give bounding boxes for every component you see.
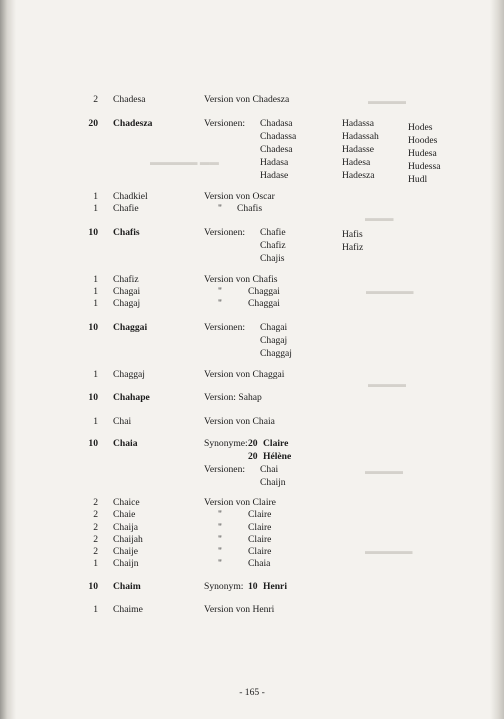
entry-count: 1 [93, 369, 98, 380]
entry-name: Chahape [113, 392, 150, 403]
bleed-through: ▬▬▬ [365, 214, 394, 224]
version-name: Chadesa [260, 144, 293, 155]
entry-count: 1 [93, 416, 98, 427]
entry-count: 1 [93, 191, 98, 202]
entry-name: Chaija [113, 522, 139, 533]
entry-name: Chafis [113, 227, 140, 238]
entry-reference: Chaggai [248, 298, 280, 309]
version-name: Hadassah [342, 131, 379, 142]
version-name: Chadasa [260, 118, 293, 129]
entry-name: Chaime [113, 604, 143, 615]
versions-label: Versionen: [204, 227, 246, 238]
entry-count: 1 [93, 558, 98, 569]
synonym-count: 20 [248, 451, 258, 462]
entry-count: 10 [88, 322, 98, 333]
entry-name: Chafiz [113, 274, 139, 285]
version-name: Hadesa [342, 157, 371, 168]
version-name: Chaijn [260, 477, 286, 488]
entry-name: Chaije [113, 546, 139, 557]
entry-name: Chaia [113, 438, 138, 449]
ditto-mark: " [218, 522, 222, 533]
version-name: Chai [260, 464, 279, 475]
synonyms-label: Synonyme: [204, 438, 248, 449]
entry-name: Chaijn [113, 558, 139, 569]
entry-name: Chadkiel [113, 191, 148, 202]
entry-name: Chaice [113, 497, 140, 508]
version-name: Hafiz [342, 242, 364, 253]
version-name: Hadasse [342, 144, 374, 155]
version-name: Chafie [260, 227, 286, 238]
synonym-name: Hélène [263, 451, 292, 462]
version-name: Chadassa [260, 131, 297, 142]
synonym-count: 20 [248, 438, 258, 449]
entry-reference: Claire [248, 534, 272, 545]
bleed-through: ▬▬▬▬▬ ▬▬ [150, 158, 219, 168]
ditto-mark: " [218, 298, 222, 309]
bleed-through: ▬▬▬▬ [365, 467, 403, 477]
ditto-mark: " [218, 286, 222, 297]
version-name: Hafis [342, 229, 363, 240]
entry-count: 2 [93, 546, 98, 557]
entry-count: 10 [88, 581, 98, 592]
page-edge [490, 0, 504, 719]
bleed-through: ▬▬▬▬▬ [365, 547, 413, 557]
synonym-name: Claire [263, 438, 289, 449]
entry-reference: Chaia [248, 558, 271, 569]
entry-reference: Claire [248, 509, 272, 520]
versions-label: Versionen: [204, 464, 246, 475]
entry-count: 1 [93, 604, 98, 615]
entry-name: Chaie [113, 509, 136, 520]
version-name: Hadassa [342, 118, 374, 129]
version-name: Hudesa [408, 148, 437, 159]
entry-description: Version von Henri [204, 604, 275, 615]
entry-reference: Claire [248, 546, 272, 557]
entry-count: 20 [88, 118, 98, 129]
versions-label: Versionen: [204, 118, 246, 129]
entry-name: Chai [113, 416, 132, 427]
entry-count: 2 [93, 522, 98, 533]
versions-label: Versionen: [204, 322, 246, 333]
entry-name: Chagaj [113, 298, 141, 309]
entry-count: 1 [93, 274, 98, 285]
entry-reference: Chaggai [248, 286, 280, 297]
entry-name: Chadesza [113, 118, 153, 129]
entry-count: 1 [93, 298, 98, 309]
synonym-name: Henri [263, 581, 287, 592]
version-name: Hadasa [260, 157, 289, 168]
entry-count: 2 [93, 94, 98, 105]
version-name: Hoodes [408, 135, 438, 146]
ditto-mark: " [218, 546, 222, 557]
synonym-count: 10 [248, 581, 258, 592]
entry-count: 2 [93, 534, 98, 545]
version-name: Hudl [408, 174, 428, 185]
version-name: Hadesza [342, 170, 375, 181]
entry-description: Version von Chaia [204, 416, 275, 427]
version-name: Chagaj [260, 335, 288, 346]
version-name: Chafiz [260, 240, 286, 251]
entry-name: Chafie [113, 203, 139, 214]
entry-name: Chaim [113, 581, 141, 592]
synonym-label: Synonym: [204, 581, 244, 592]
entry-description: Version von Oscar [204, 191, 275, 202]
version-name: Hadase [260, 170, 289, 181]
ditto-mark: " [218, 509, 222, 520]
entry-description: Version von Chadesza [204, 94, 290, 105]
bleed-through: ▬▬▬▬ [368, 380, 406, 390]
entry-description: Version von Chaggai [204, 369, 285, 380]
bleed-through: ▬▬▬▬ [368, 97, 406, 107]
entry-count: 10 [88, 227, 98, 238]
entry-reference: Claire [248, 522, 272, 533]
entry-name: Chaggaj [113, 369, 145, 380]
entry-name: Chagai [113, 286, 141, 297]
entry-count: 10 [88, 438, 98, 449]
entry-reference: Chafis [237, 203, 263, 214]
entry-name: Chaggai [113, 322, 148, 333]
ditto-mark: " [218, 534, 222, 545]
version-name: Hodes [408, 122, 433, 133]
bleed-through: ▬▬▬▬▬ [366, 287, 414, 297]
entry-name: Chaijah [113, 534, 143, 545]
page-number: - 165 - [239, 687, 265, 698]
entry-count: 10 [88, 392, 98, 403]
version-name: Chagai [260, 322, 288, 333]
entry-description: Version von Chafis [204, 274, 278, 285]
ditto-mark: " [218, 558, 222, 569]
version-name: Chajis [260, 253, 285, 264]
entry-name: Chadesa [113, 94, 146, 105]
entry-count: 1 [93, 203, 98, 214]
ditto-mark: " [218, 203, 222, 214]
entry-count: 1 [93, 286, 98, 297]
entry-count: 2 [93, 497, 98, 508]
entry-description: Version von Claire [204, 497, 276, 508]
entry-description: Version: Sahap [204, 392, 262, 403]
binding-shadow [0, 0, 16, 719]
version-name: Hudessa [408, 161, 441, 172]
version-name: Chaggaj [260, 348, 292, 359]
entry-count: 2 [93, 509, 98, 520]
